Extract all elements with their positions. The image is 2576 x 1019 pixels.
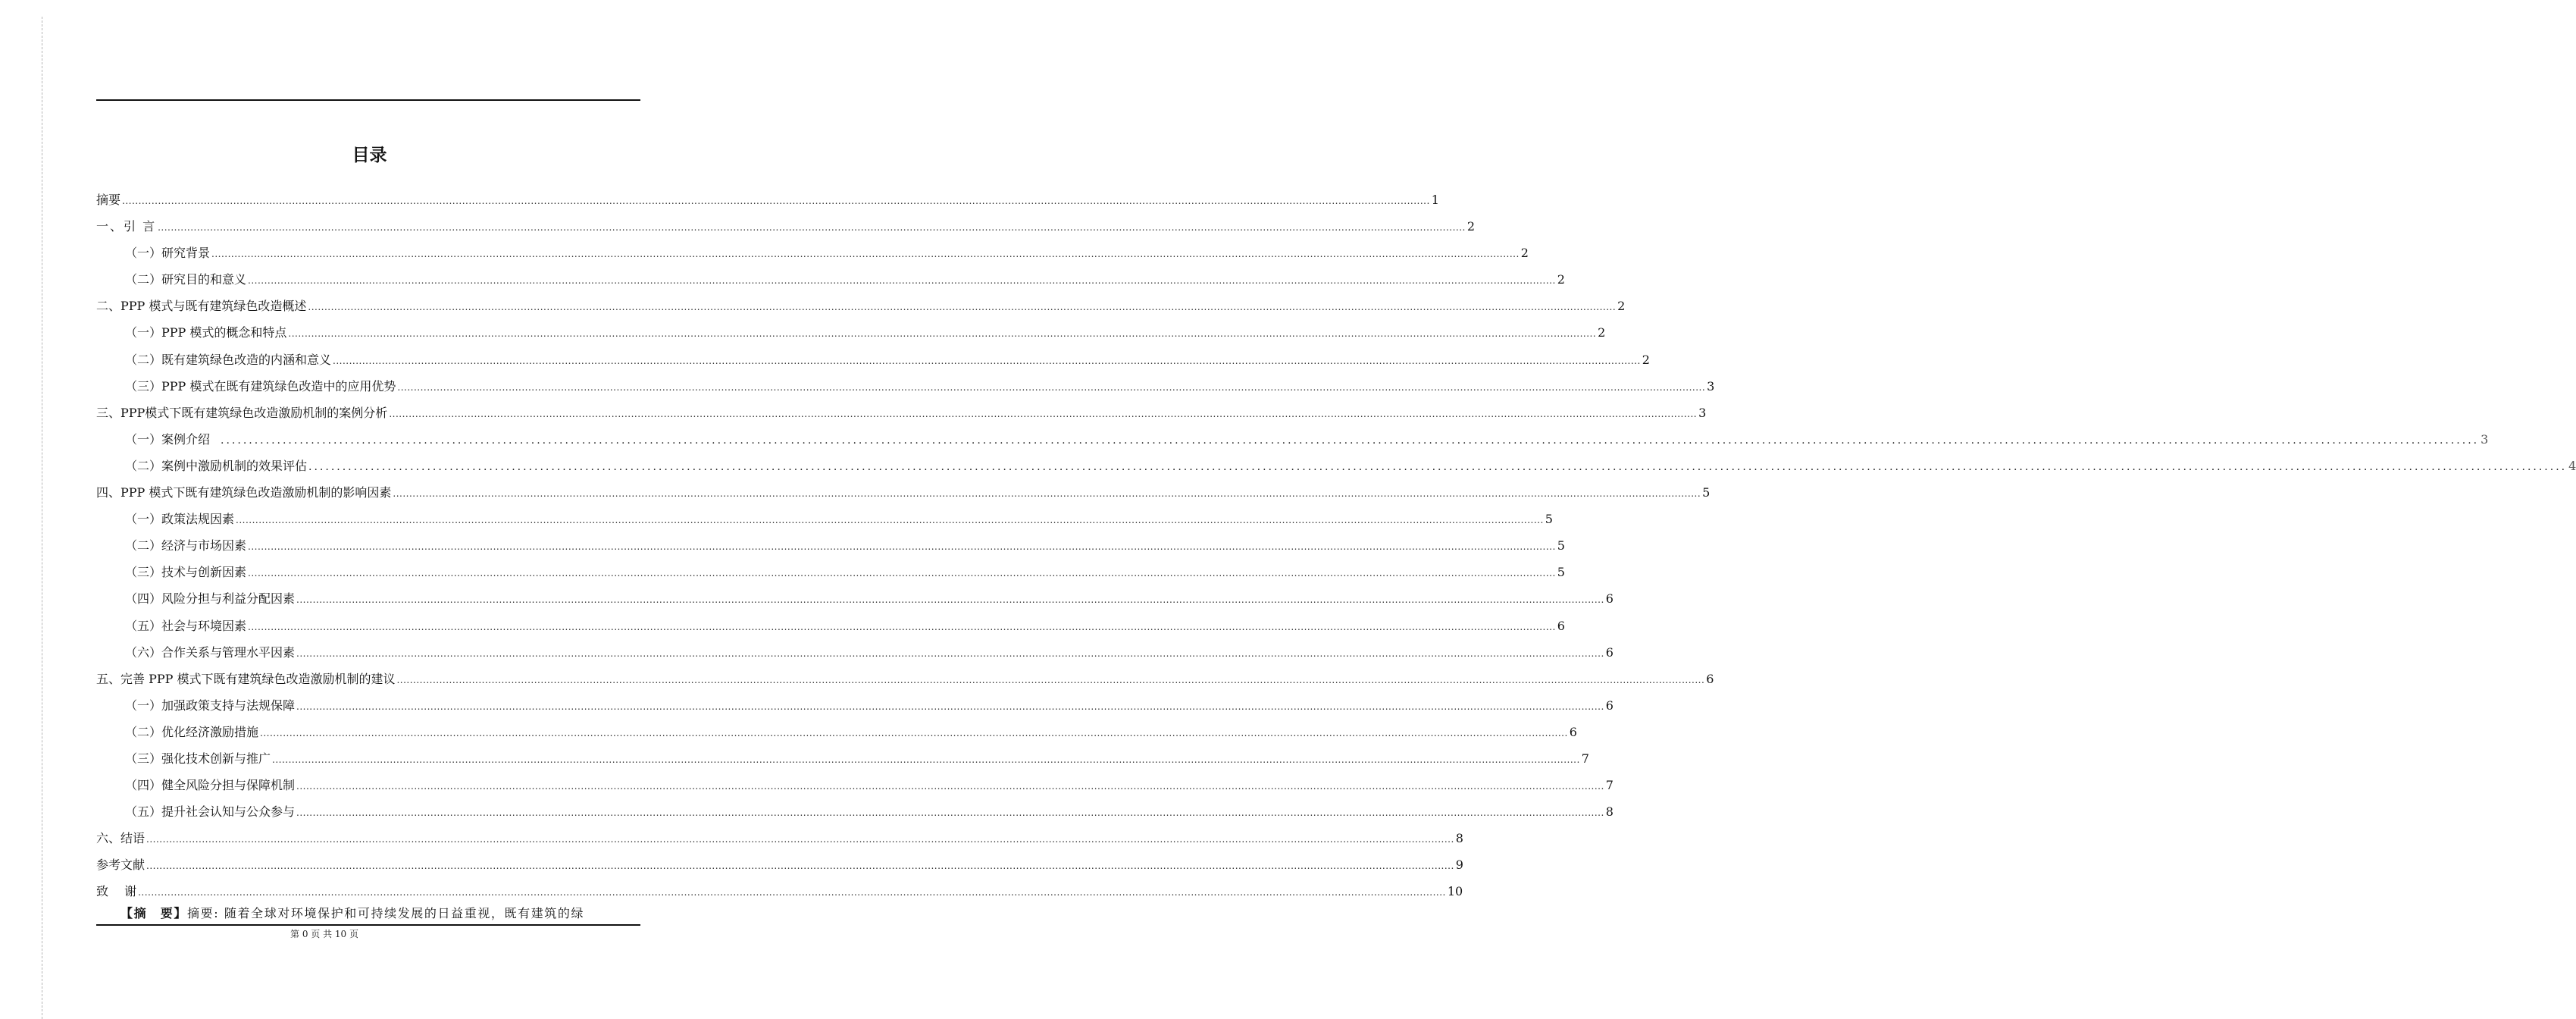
toc-dot-leader: ................................................................................................................................................................................................................................................................................................................................................................................................................ [260, 727, 1568, 738]
toc-entry-page-number: 6 [1569, 724, 1577, 739]
toc-entry[interactable] [96, 825, 1463, 851]
toc-entry-page-number: 6 [1557, 618, 1565, 633]
toc-entry[interactable] [96, 559, 1565, 585]
toc-dot-leader: ................................................................................................................................................................................................................................................................................................................................................................................................................ [296, 807, 1604, 819]
toc-entry-page-number: 7 [1581, 751, 1589, 766]
toc-entry-page-number: 6 [1605, 644, 1614, 660]
toc-entry-page-number: 9 [1455, 858, 1463, 873]
toc-dot-leader: ................................................................................................................................................................................................................................................................................................................................................................................................................ [296, 647, 1604, 659]
toc-entry-page-number: 7 [1605, 778, 1614, 793]
toc-entry-label: 六、结语 [96, 831, 146, 846]
toc-entry-page-number: 6 [1605, 698, 1614, 713]
toc-entry-page-number: 5 [1557, 538, 1565, 553]
toc-dot-leader: ................................................................................................................................................................................................................................................................................................................................................................................................................ [211, 249, 1520, 260]
toc-dot-leader: ................................................................................................................................................................................................................................................................................................................................................................................................................ [122, 196, 1430, 206]
toc-entry[interactable] [96, 213, 1476, 240]
toc-entry-label: 四、PPP 模式下既有建筑绿色改造激励机制的影响因素 [96, 485, 392, 500]
page-title: 目录 [352, 146, 387, 165]
toc-dot-leader: ................................................................................................................................................................................................................................................................................................................................................................................................................ [146, 834, 1454, 845]
toc-entry-label: （二）优化经济激励措施 [125, 724, 259, 739]
toc-entry[interactable] [96, 373, 1715, 400]
toc-entry-page-number: 2 [1466, 219, 1476, 234]
toc-entry-label: 致 谢 [96, 884, 137, 899]
page-footer: 第 0 页 共 10 页 [290, 929, 358, 939]
toc-entry-label: （二）既有建筑绿色改造的内涵和意义 [125, 352, 332, 367]
toc-entry-page-number: 5 [1557, 565, 1565, 580]
toc-entry-page-number: 3 [1707, 378, 1715, 393]
toc-dot-leader: ................................................................................................................................................................................................................................................................................................................................................................................................................ [288, 328, 1597, 340]
toc-entry-label: （二）案例中激励机制的效果评估 [125, 458, 308, 473]
toc-entry-page-number: 5 [1702, 485, 1711, 500]
toc-entry[interactable] [96, 453, 2576, 479]
toc-dot-leader: ................................................................................................................................................................................................................................................................................................................................................................................................................ [248, 275, 1556, 287]
toc-entry[interactable] [96, 400, 1707, 426]
toc-entry[interactable] [96, 745, 1589, 772]
toc-entry[interactable] [96, 240, 1529, 266]
toc-dot-leader: ................................................................................................................................................................................................................................................................................................................................................................................................................ [393, 488, 1701, 500]
toc-entry-page-number: 4 [2568, 458, 2576, 473]
toc-entry-label: （四）健全风险分担与保障机制 [125, 778, 296, 793]
toc-dot-leader: ................................................................................................................................................................................................................................................................................................................................................................................................................ [308, 302, 1617, 313]
toc-entry-label: （一）案例介绍 [125, 431, 211, 447]
toc-entry[interactable] [96, 798, 1614, 825]
toc-entry-page-number: 10 [1447, 884, 1463, 899]
toc-dot-leader: ................................................................................................................................................................................................................................................................................................................................................................................................................ [248, 541, 1556, 553]
toc-entry[interactable] [96, 266, 1565, 293]
toc-entry[interactable] [96, 851, 1463, 878]
toc-entry[interactable] [96, 585, 1614, 612]
toc-entry-page-number: 2 [1642, 352, 1650, 367]
toc-dot-leader: ................................................................................................................................................................................................................................................................................................................................................................................................................ [138, 887, 1446, 898]
toc-dot-leader: ................................................................................................................................................................................................................................................................................................................................................................................................................ [308, 460, 2568, 473]
toc-entry[interactable] [96, 692, 1614, 719]
toc-dot-leader: ................................................................................................................................................................................................................................................................................................................................................................................................................ [296, 594, 1604, 606]
toc-entry-label: （五）提升社会认知与公众参与 [125, 804, 296, 820]
toc-entry-label: （六）合作关系与管理水平因素 [125, 644, 296, 660]
toc-entry[interactable] [96, 532, 1565, 559]
footer-rule [96, 924, 640, 926]
toc-entry[interactable] [96, 346, 1650, 373]
toc-entry-label: 参考文献 [96, 858, 146, 873]
toc-entry-page-number: 3 [1698, 405, 1707, 420]
toc-entry-label: （二）研究目的和意义 [125, 272, 247, 287]
toc-dot-leader: ................................................................................................................................................................................................................................................................................................................................................................................................................ [236, 515, 1544, 526]
toc-entry-page-number: 2 [1598, 325, 1606, 340]
toc-entry-label: 三、PPP模式下既有建筑绿色改造激励机制的案例分析 [96, 405, 388, 420]
table-of-contents [96, 187, 2576, 905]
toc-entry-page-number: 8 [1605, 804, 1614, 820]
toc-entry[interactable] [96, 666, 1714, 692]
toc-dot-leader: ................................................................................................................................................................................................................................................................................................................................................................................................................ [333, 355, 1641, 366]
abstract-text: 摘要: 随着全球对环境保护和可持续发展的日益重视，既有建筑的绿 [187, 906, 585, 920]
toc-entry[interactable] [96, 639, 1614, 666]
toc-dot-leader: ................................................................................................................................................................................................................................................................................................................................................................................................................ [221, 434, 2480, 447]
toc-entry-label: 一、引 言 [96, 219, 157, 234]
toc-dot-leader: ................................................................................................................................................................................................................................................................................................................................................................................................................ [248, 621, 1556, 632]
toc-entry-label: （二）经济与市场因素 [125, 538, 247, 553]
toc-entry[interactable] [96, 506, 1553, 532]
toc-dot-leader: ................................................................................................................................................................................................................................................................................................................................................................................................................ [397, 381, 1706, 393]
toc-dot-leader: ................................................................................................................................................................................................................................................................................................................................................................................................................ [158, 222, 1466, 234]
toc-dot-leader: ................................................................................................................................................................................................................................................................................................................................................................................................................ [296, 781, 1604, 792]
toc-dot-leader: ................................................................................................................................................................................................................................................................................................................................................................................................................ [396, 674, 1705, 685]
toc-dot-leader: ................................................................................................................................................................................................................................................................................................................................................................................................................ [389, 408, 1698, 419]
toc-entry-label: 五、完善 PPP 模式下既有建筑绿色改造激励机制的建议 [96, 671, 396, 686]
toc-dot-leader: ................................................................................................................................................................................................................................................................................................................................................................................................................ [248, 568, 1556, 579]
toc-entry[interactable] [96, 613, 1565, 639]
toc-entry-label: （三）技术与创新因素 [125, 565, 247, 580]
toc-entry[interactable] [96, 187, 1439, 213]
abstract-first-line [96, 904, 640, 921]
toc-dot-leader: ................................................................................................................................................................................................................................................................................................................................................................................................................ [296, 701, 1604, 712]
toc-entry-label: 摘要 [96, 193, 121, 207]
toc-entry-label: （一）加强政策支持与法规保障 [125, 698, 296, 713]
toc-entry-label: （四）风险分担与利益分配因素 [125, 591, 296, 607]
toc-entry-label: （一）PPP 模式的概念和特点 [125, 325, 287, 340]
header-rule [96, 99, 640, 101]
toc-entry-label: （五）社会与环境因素 [125, 618, 247, 633]
toc-entry-page-number: 2 [1520, 246, 1529, 261]
toc-entry-page-number: 6 [1706, 671, 1714, 686]
toc-entry-label: 二、PPP 模式与既有建筑绿色改造概述 [96, 299, 307, 314]
toc-entry-label: （三）PPP 模式在既有建筑绿色改造中的应用优势 [125, 378, 396, 393]
toc-entry-label: （一）研究背景 [125, 246, 211, 261]
toc-entry-page-number: 3 [2481, 431, 2489, 447]
toc-entry[interactable] [96, 719, 1577, 745]
toc-dot-leader: ................................................................................................................................................................................................................................................................................................................................................................................................................ [272, 754, 1580, 765]
toc-entry-label: （三）强化技术创新与推广 [125, 751, 271, 766]
toc-entry-page-number: 2 [1617, 299, 1626, 314]
toc-dot-leader: ................................................................................................................................................................................................................................................................................................................................................................................................................ [146, 861, 1454, 872]
toc-entry-page-number: 5 [1545, 512, 1553, 527]
toc-entry[interactable] [96, 319, 1606, 346]
toc-entry-page-number: 1 [1431, 193, 1439, 207]
toc-entry[interactable] [96, 878, 1463, 905]
toc-entry-page-number: 2 [1557, 272, 1565, 287]
toc-entry[interactable] [96, 479, 1711, 506]
toc-entry-page-number: 8 [1455, 831, 1463, 846]
toc-entry[interactable] [96, 772, 1614, 798]
toc-entry-page-number: 6 [1605, 591, 1614, 607]
toc-entry[interactable] [96, 426, 2489, 453]
toc-entry[interactable] [96, 293, 1626, 319]
abstract-label: 【摘 要】 [121, 906, 188, 920]
toc-entry-label: （一）政策法规因素 [125, 512, 235, 527]
